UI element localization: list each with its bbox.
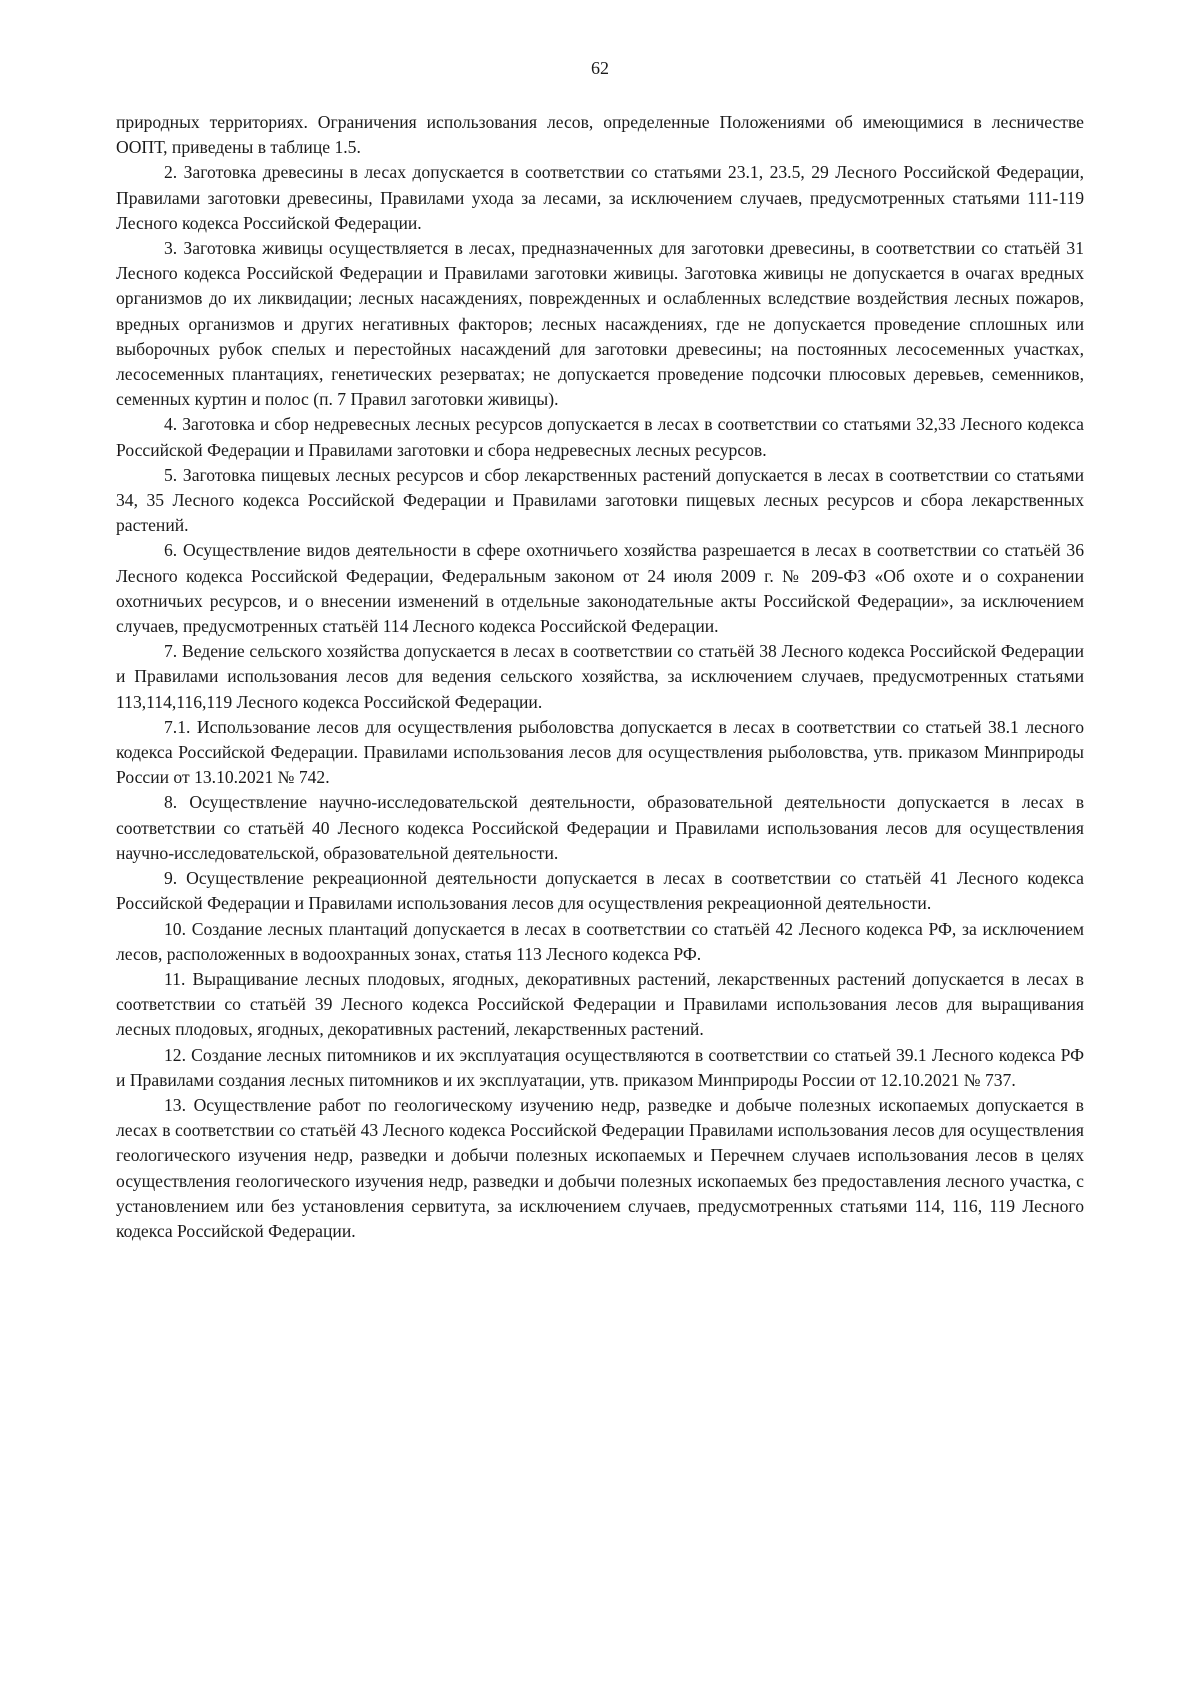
paragraph: 5. Заготовка пищевых лесных ресурсов и сбор лекарственных растений допускается в лесах в соответствии со статьями 34, 35 Лесного кодекса Российской Федерации и Правилами заготовки пищевых лесных ресурсов и сбора лекарственных растений. [116, 464, 1084, 536]
paragraph: 3. Заготовка живицы осуществляется в лесах, предназначенных для заготовки древесины, в соответствии со статьёй 31 Лесного кодекса Российской Федерации и Правилами заготовки живицы. Заготовка живицы не допускается в очагах вредных организмов до их ликвидации; лесных насаждениях, поврежденных и ослабленных вследствие воздействия лесных пожаров, вредных организмов и других негативных факторов; лесных насаждениях, где не допускается проведение сплошных или выборочных рубок спелых и перестойных насаждений для заготовки древесины; на постоянных лесосеменных участках, лесосеменных плантациях, генетических резерватах; не допускается проведение подсочки плюсовых деревьев, семенников, семенных куртин и полос (п. 7 Правил заготовки живицы). [116, 238, 1084, 410]
paragraph: 6. Осуществление видов деятельности в сфере охотничьего хозяйства разрешается в лесах в соответствии со статьёй 36 Лесного кодекса Российской Федерации, Федеральным законом от 24 июля 2009 г. № 209-ФЗ «Об охоте и о сохранении охотничьих ресурсов, и о внесении изменений в отдельные законодательные акты Российской Федерации», за исключением случаев, предусмотренных статьёй 114 Лесного кодекса Российской Федерации. [116, 540, 1084, 637]
page-number: 62 [591, 58, 609, 78]
paragraph: 13. Осуществление работ по геологическому изучению недр, разведке и добыче полезных ископаемых допускается в лесах в соответствии со статьёй 43 Лесного кодекса Российской Федерации Правилами использования лесов для осуществления геологического изучения недр, разведки и добычи полезных ископаемых и Перечнем случаев использования лесов в целях осуществления геологического изучения недр, разведки и добычи полезных ископаемых без предоставления лесного участка, с установлением или без установления сервитута, за исключением случаев, предусмотренных статьями 114, 116, 119 Лесного кодекса Российской Федерации. [116, 1094, 1084, 1241]
paragraph: 10. Создание лесных плантаций допускается в лесах в соответствии со статьёй 42 Лесного кодекса РФ, за исключением лесов, расположенных в водоохранных зонах, статья 113 Лесного кодекса РФ. [116, 918, 1084, 964]
paragraph: 12. Создание лесных питомников и их эксплуатация осуществляются в соответствии со статьей 39.1 Лесного кодекса РФ и Правилами создания лесных питомников и их эксплуатации, утв. приказом Минприроды России от 12.10.2021 № 737. [116, 1044, 1084, 1090]
paragraph: 11. Выращивание лесных плодовых, ягодных, декоративных растений, лекарственных растений допускается в лесах в соответствии со статьёй 39 Лесного кодекса Российской Федерации и Правилами использования лесов для выращивания лесных плодовых, ягодных, декоративных растений, лекарственных растений. [116, 968, 1084, 1040]
paragraph: 4. Заготовка и сбор недревесных лесных ресурсов допускается в лесах в соответствии со статьями 32,33 Лесного кодекса Российской Федерации и Правилами заготовки и сбора недревесных лесных ресурсов. [116, 414, 1084, 460]
document-body [116, 110, 1084, 1244]
paragraph: природных территориях. Ограничения использования лесов, определенные Положениями об имеющимися в лесничестве ООПТ, приведены в таблице 1.5. [116, 112, 1084, 158]
paragraph: 9. Осуществление рекреационной деятельности допускается в лесах в соответствии со статьёй 41 Лесного кодекса Российской Федерации и Правилами использования лесов для осуществления рекреационной деятельности. [116, 868, 1084, 914]
paragraph: 7. Ведение сельского хозяйства допускается в лесах в соответствии со статьёй 38 Лесного кодекса Российской Федерации и Правилами использования лесов для ведения сельского хозяйства, за исключением случаев, предусмотренных статьями 113,114,116,119 Лесного кодекса Российской Федерации. [116, 641, 1084, 712]
paragraph: 7.1. Использование лесов для осуществления рыболовства допускается в лесах в соответствии со статьей 38.1 лесного кодекса Российской Федерации. Правилами использования лесов для осуществления рыболовства, утв. приказом Минприроды России от 13.10.2021 № 742. [116, 716, 1084, 788]
paragraph: 2. Заготовка древесины в лесах допускается в соответствии со статьями 23.1, 23.5, 29 Лесного Российской Федерации, Правилами заготовки древесины, Правилами ухода за лесами, за исключением случаев, предусмотренных статьями 111-119 Лесного кодекса Российской Федерации. [116, 162, 1084, 233]
paragraph: 8. Осуществление научно-исследовательской деятельности, образовательной деятельности допускается в лесах в соответствии со статьёй 40 Лесного кодекса Российской Федерации и Правилами использования лесов для осуществления научно-исследовательской, образовательной деятельности. [116, 792, 1084, 863]
